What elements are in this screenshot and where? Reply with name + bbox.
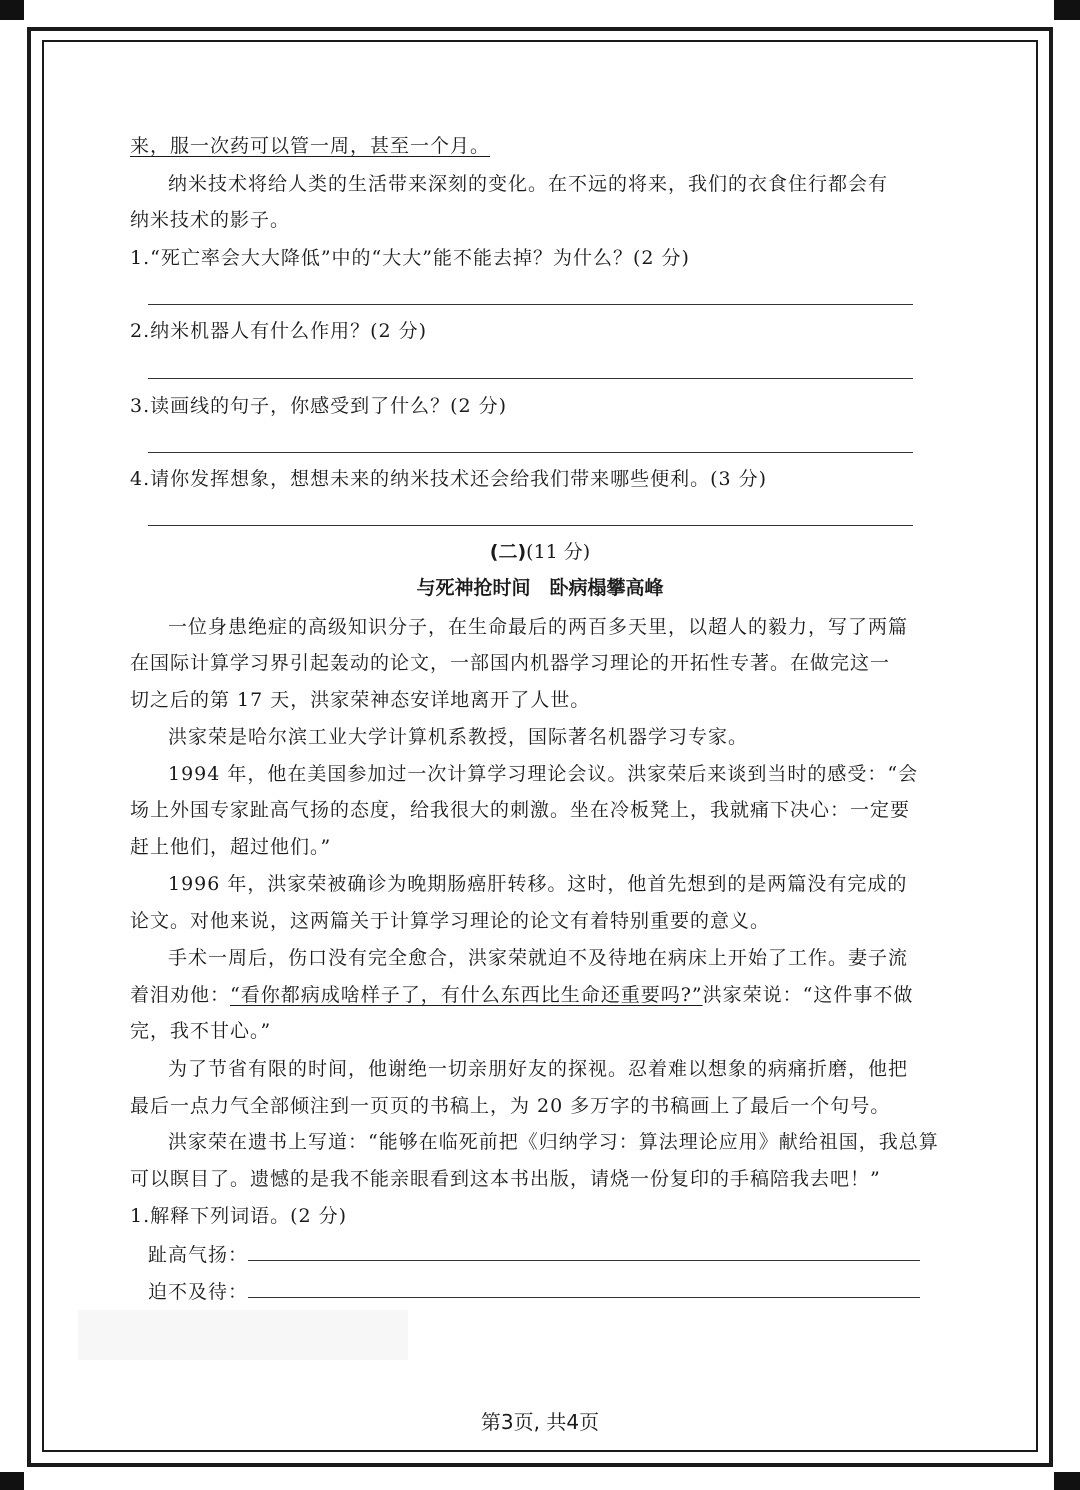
answer-line-q2[interactable] [148, 378, 913, 379]
scan-edge-bottom-left [0, 1472, 24, 1490]
term-2-answer-blank[interactable] [248, 1279, 920, 1298]
question-1: 1.“死亡率会大大降低”中的“大大”能不能去掉？为什么？(2 分) [130, 247, 690, 269]
term-2-row [148, 1279, 920, 1304]
article-underlined-quote: “看你都病成啥样子了，有什么东西比生命还重要吗?” [230, 984, 703, 1006]
article-line: 论文。对他来说，这两篇关于计算学习理论的论文有着特别重要的意义。 [130, 910, 771, 932]
scan-edge-top-right [1054, 0, 1080, 20]
article-underline-pre: 着泪劝他： [130, 984, 231, 1006]
question-4: 4.请你发挥想象，想想未来的纳米技术还会给我们带来哪些便利。(3 分) [130, 468, 768, 490]
scan-smudge [78, 1310, 408, 1360]
article-line: 在国际计算学习界引起轰动的论文，一部国内机器学习理论的开拓性专著。在做完这一 [130, 652, 891, 674]
answer-line-q3[interactable] [148, 452, 913, 453]
article-line: 最后一点力气全部倾注到一页页的书稿上，为 20 多万字的书稿画上了最后一个句号。 [130, 1095, 891, 1117]
article-title: 与死神抢时间 卧病榻攀高峰 [416, 577, 664, 599]
answer-line-q4[interactable] [148, 525, 913, 526]
article-line: 为了节省有限的时间，他谢绝一切亲朋好友的探视。忍着难以想象的病痛折磨，他把 [168, 1058, 909, 1080]
article-line: 赶上他们，超过他们。” [130, 836, 332, 858]
article-line: 洪家荣是哈尔滨工业大学计算机系教授，国际著名机器学习专家。 [168, 726, 749, 748]
passage1-paragraph-line2: 纳米技术的影子。 [130, 209, 291, 231]
answer-line-q1[interactable] [148, 304, 913, 305]
article-line: 场上外国专家趾高气扬的态度，给我很大的刺激。坐在冷板凳上，我就痛下决心：一定要 [130, 799, 911, 821]
question-3: 3.读画线的句子，你感受到了什么？(2 分) [130, 395, 508, 417]
question-2: 2.纳米机器人有什么作用？(2 分) [130, 320, 428, 342]
article-line: 1994 年，他在美国参加过一次计算学习理论会议。洪家荣后来谈到当时的感受：“会 [168, 763, 919, 785]
article-line: 1996 年，洪家荣被确诊为晚期肠癌肝转移。这时，他首先想到的是两篇没有完成的 [168, 873, 908, 895]
scan-edge-bottom-right [1054, 1472, 1080, 1490]
term-1-answer-blank[interactable] [248, 1242, 920, 1261]
article-line: 洪家荣在遗书上写道：“能够在临死前把《归纳学习：算法理论应用》献给祖国，我总算 [168, 1131, 939, 1153]
article-line: 可以瞑目了。遗憾的是我不能亲眼看到这本书出版，请烧一份复印的手稿陪我去吧！” [130, 1168, 881, 1190]
term-2-label: 迫不及待： [148, 1281, 249, 1303]
passage1-underlined-sentence: 来，服一次药可以管一周，甚至一个月。 [130, 135, 491, 157]
passage1-paragraph-line1: 纳米技术将给人类的生活带来深刻的变化。在不远的将来，我们的衣食住行都会有 [168, 173, 889, 195]
article-underline-post: 洪家荣说：“这件事不做 [702, 984, 914, 1006]
section-2-heading [0, 540, 1080, 564]
article-line-with-underline [130, 983, 913, 1007]
section-2-points: (11 分) [526, 541, 591, 563]
article-line: 切之后的第 17 天，洪家荣神态安详地离开了人世。 [130, 689, 591, 711]
section-2-label: (二) [489, 541, 527, 563]
article-line: 完，我不甘心。” [130, 1020, 272, 1042]
page-number: 第3页, 共4页 [480, 1410, 600, 1434]
term-1-row [148, 1242, 920, 1267]
term-1-label: 趾高气扬： [148, 1244, 249, 1266]
article-line: 手术一周后，伤口没有完全愈合，洪家荣就迫不及待地在病床上开始了工作。妻子流 [168, 947, 909, 969]
article-line: 一位身患绝症的高级知识分子，在生命最后的两百多天里，以超人的毅力，写了两篇 [168, 616, 909, 638]
scan-edge-top-left [0, 0, 24, 20]
question-2-1: 1.解释下列词语。(2 分) [130, 1205, 348, 1227]
